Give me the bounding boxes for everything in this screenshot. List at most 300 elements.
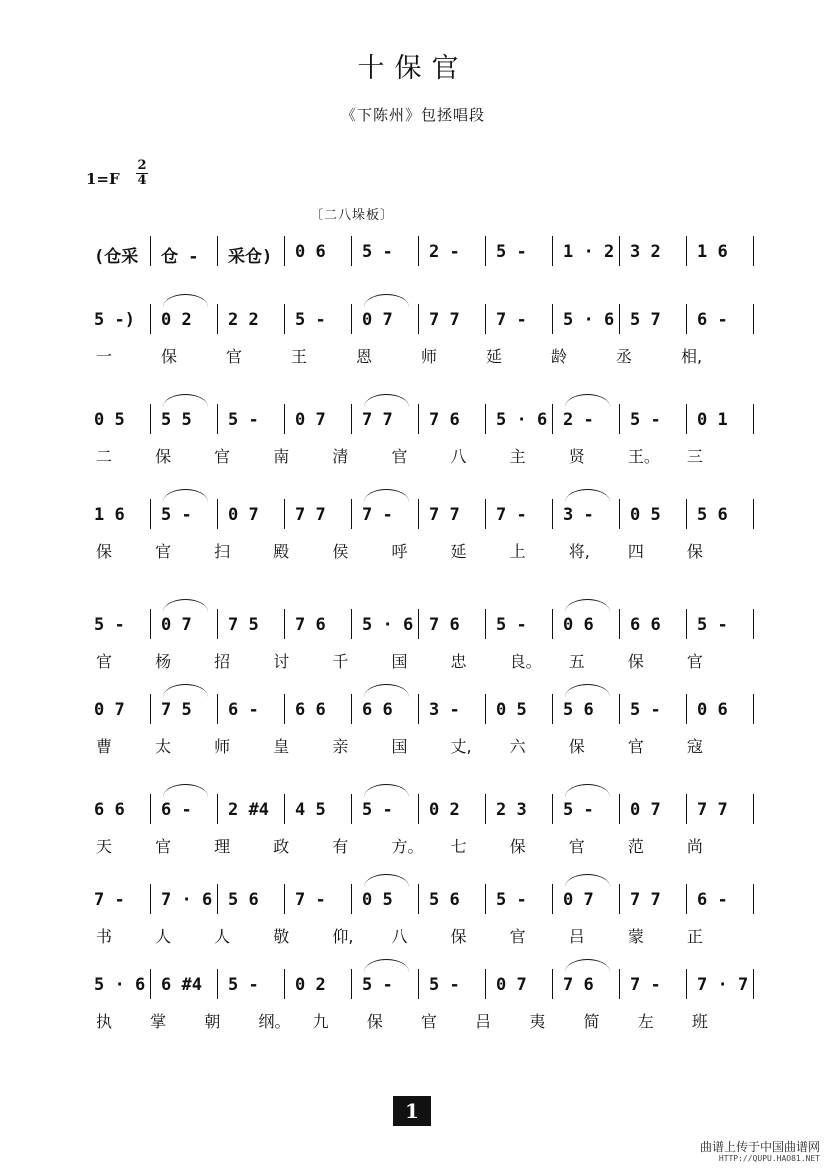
lyric-syllable: 杨 [155, 652, 172, 671]
bar-line [150, 304, 151, 334]
bar-line [686, 304, 687, 334]
note-group: 7 - [496, 505, 527, 525]
lyric-syllable: 丈, [450, 737, 472, 756]
notes-line [86, 400, 756, 440]
bar-line [753, 609, 754, 639]
notes-line [86, 880, 756, 920]
bar-line [485, 884, 486, 914]
bar-line [284, 609, 285, 639]
note-group: 5 - [697, 615, 728, 635]
note-group: 5 - [630, 410, 661, 430]
slur-mark [364, 959, 409, 972]
slur-mark [565, 684, 610, 697]
bar-line [485, 609, 486, 639]
bar-line [284, 884, 285, 914]
lyric-syllable: 简 [583, 1012, 600, 1031]
bar-line [150, 499, 151, 529]
bar-line [552, 969, 553, 999]
lyric-syllable: 师 [421, 347, 438, 366]
note-group: 7 6 [295, 615, 326, 635]
lyric-syllable: 官 [509, 927, 526, 946]
lyric-syllable: 朝 [204, 1012, 221, 1031]
note-group: 仓 - [161, 247, 199, 267]
lyric-syllable: 曹 [96, 737, 113, 756]
note-group: 0 1 [697, 410, 728, 430]
lyric-syllable: 二 [96, 447, 113, 466]
lyric-syllable: 人 [155, 927, 172, 946]
tempo-marking: 〔二八垛板〕 [310, 208, 395, 223]
note-group: (仓采 [94, 247, 139, 267]
lyrics-line [86, 1009, 756, 1033]
bar-line [619, 794, 620, 824]
bar-line [418, 969, 419, 999]
bar-line [217, 969, 218, 999]
lyric-syllable: 正 [686, 927, 703, 946]
note-group: 3 - [429, 700, 460, 720]
slur-mark [163, 489, 208, 502]
lyric-syllable: 八 [391, 927, 408, 946]
lyric-syllable: 官 [568, 837, 585, 856]
note-group: 6 6 [362, 700, 393, 720]
lyric-syllable: 官 [627, 737, 644, 756]
note-group: 5 6 [697, 505, 728, 525]
lyric-syllable: 夷 [529, 1012, 546, 1031]
note-group: 7 6 [429, 615, 460, 635]
bar-line [351, 694, 352, 724]
bar-line [284, 404, 285, 434]
lyric-syllable: 皇 [273, 737, 290, 756]
lyric-syllable: 讨 [273, 652, 290, 671]
note-group: 7 - [94, 890, 125, 910]
note-group: 5 - [496, 242, 527, 262]
lyric-syllable: 保 [686, 542, 703, 561]
bar-line [485, 499, 486, 529]
notes-line [86, 605, 756, 645]
slur-mark [163, 394, 208, 407]
bar-line [753, 694, 754, 724]
lyrics-line [86, 444, 756, 468]
bar-line [418, 694, 419, 724]
bar-line [552, 609, 553, 639]
slur-mark [163, 684, 208, 697]
bar-line [686, 609, 687, 639]
note-group: 5 · 6 [94, 975, 146, 995]
lyric-syllable: 官 [226, 347, 243, 366]
watermark-url: HTTP://QUPU.HAO81.NET [718, 1154, 820, 1163]
bar-line [619, 404, 620, 434]
time-signature-top: 2 [137, 158, 147, 173]
note-group: 5 - [362, 975, 393, 995]
note-group: 2 - [429, 242, 460, 262]
lyric-syllable: 亲 [332, 737, 349, 756]
slur-mark [565, 489, 610, 502]
lyric-syllable: 纲。 [258, 1012, 291, 1031]
note-group: 0 5 [94, 410, 125, 430]
note-group: 5 - [362, 800, 393, 820]
lyric-syllable: 官 [96, 652, 113, 671]
slur-mark [565, 394, 610, 407]
note-group: 0 6 [697, 700, 728, 720]
slur-mark [364, 784, 409, 797]
note-group: 7 - [496, 310, 527, 330]
lyric-syllable: 执 [96, 1012, 113, 1031]
lyric-syllable: 左 [637, 1012, 654, 1031]
bar-line [753, 969, 754, 999]
lyric-syllable: 三 [686, 447, 703, 466]
slur-mark [565, 959, 610, 972]
lyric-syllable: 班 [691, 1012, 708, 1031]
watermark-text: 曲谱上传于中国曲谱网 [699, 1140, 820, 1154]
slur-mark [565, 784, 610, 797]
lyric-syllable: 敬 [273, 927, 290, 946]
lyrics-line [86, 834, 756, 858]
bar-line [552, 499, 553, 529]
note-group: 采仓) [228, 247, 273, 267]
lyric-syllable: 相, [681, 347, 703, 366]
note-group: 0 6 [295, 242, 326, 262]
slur-mark [364, 874, 409, 887]
note-group: 0 7 [94, 700, 125, 720]
notes-line [86, 495, 756, 535]
note-group: 7 - [630, 975, 661, 995]
lyric-syllable: 王。 [627, 447, 660, 466]
bar-line [485, 794, 486, 824]
key-signature: 1=F [86, 170, 120, 188]
bar-line [619, 609, 620, 639]
bar-line [351, 969, 352, 999]
lyric-syllable: 国 [391, 737, 408, 756]
time-signature [136, 160, 148, 187]
note-group: 5 · 6 [496, 410, 548, 430]
note-group: 0 7 [161, 615, 192, 635]
note-group: 5 - [94, 615, 125, 635]
lyric-syllable: 呼 [391, 542, 408, 561]
lyric-syllable: 有 [332, 837, 349, 856]
bar-line [217, 609, 218, 639]
note-group: 0 7 [496, 975, 527, 995]
note-group: 5 - [228, 410, 259, 430]
lyric-syllable: 八 [450, 447, 467, 466]
note-group: 5 6 [563, 700, 594, 720]
lyrics-line [86, 344, 756, 368]
note-group: 7 · 7 [697, 975, 749, 995]
slur-mark [364, 684, 409, 697]
bar-line [686, 794, 687, 824]
subtitle: 《下陈州》包拯唱段 [340, 106, 485, 124]
note-group: 0 5 [630, 505, 661, 525]
bar-line [552, 404, 553, 434]
note-group: 5 - [630, 700, 661, 720]
note-group: 5 - [429, 975, 460, 995]
lyric-syllable: 主 [509, 447, 526, 466]
lyric-syllable: 龄 [551, 347, 568, 366]
bar-line [418, 884, 419, 914]
lyric-syllable: 扫 [214, 542, 231, 561]
note-group: 4 5 [295, 800, 326, 820]
note-group: 7 7 [362, 410, 393, 430]
slur-mark [364, 394, 409, 407]
lyric-syllable: 仰, [332, 927, 354, 946]
note-group: 0 5 [362, 890, 393, 910]
note-group: 5 - [496, 615, 527, 635]
lyric-syllable: 范 [627, 837, 644, 856]
bar-line [418, 404, 419, 434]
bar-line [418, 609, 419, 639]
bar-line [686, 499, 687, 529]
bar-line [619, 884, 620, 914]
bar-line [217, 694, 218, 724]
lyric-syllable: 一 [96, 347, 113, 366]
bar-line [485, 236, 486, 266]
slur-mark [163, 599, 208, 612]
bar-line [418, 499, 419, 529]
notes-line [86, 690, 756, 730]
bar-line [284, 794, 285, 824]
notes-line [86, 300, 756, 340]
lyric-syllable: 国 [391, 652, 408, 671]
bar-line [418, 236, 419, 266]
slur-mark [364, 489, 409, 502]
note-group: 6 6 [295, 700, 326, 720]
lyric-syllable: 招 [214, 652, 231, 671]
lyric-syllable: 清 [332, 447, 349, 466]
notes-line [86, 790, 756, 830]
note-group: 0 7 [563, 890, 594, 910]
note-group: 2 2 [228, 310, 259, 330]
bar-line [552, 884, 553, 914]
note-group: 3 - [563, 505, 594, 525]
bar-line [686, 404, 687, 434]
note-group: 5 -) [94, 310, 135, 330]
note-group: 5 - [161, 505, 192, 525]
lyric-syllable: 官 [391, 447, 408, 466]
bar-line [619, 236, 620, 266]
bar-line [753, 499, 754, 529]
note-group: 1 6 [94, 505, 125, 525]
lyric-syllable: 蒙 [627, 927, 644, 946]
bar-line [284, 499, 285, 529]
lyric-syllable: 太 [155, 737, 172, 756]
note-group: 0 2 [161, 310, 192, 330]
lyric-syllable: 侯 [332, 542, 349, 561]
bar-line [753, 304, 754, 334]
lyric-syllable: 保 [366, 1012, 383, 1031]
lyric-syllable: 七 [450, 837, 467, 856]
bar-line [150, 609, 151, 639]
note-group: 5 5 [161, 410, 192, 430]
bar-line [753, 404, 754, 434]
note-group: 6 - [161, 800, 192, 820]
note-group: 5 7 [630, 310, 661, 330]
bar-line [485, 304, 486, 334]
note-group: 7 7 [295, 505, 326, 525]
lyric-syllable: 忠 [450, 652, 467, 671]
lyric-syllable: 恩 [356, 347, 373, 366]
bar-line [351, 404, 352, 434]
note-group: 5 · 6 [563, 310, 615, 330]
lyric-syllable: 官 [421, 1012, 438, 1031]
bar-line [619, 694, 620, 724]
notes-line [86, 232, 756, 272]
bar-line [619, 969, 620, 999]
lyric-syllable: 将, [568, 542, 590, 561]
note-group: 5 6 [429, 890, 460, 910]
bar-line [217, 404, 218, 434]
slur-mark [163, 784, 208, 797]
lyric-syllable: 贤 [568, 447, 585, 466]
note-group: 5 - [496, 890, 527, 910]
bar-line [150, 404, 151, 434]
note-group: 7 6 [563, 975, 594, 995]
bar-line [284, 236, 285, 266]
bar-line [753, 236, 754, 266]
lyric-syllable: 保 [509, 837, 526, 856]
lyric-syllable: 人 [214, 927, 231, 946]
bar-line [217, 304, 218, 334]
note-group: 7 - [362, 505, 393, 525]
note-group: 5 · 6 [362, 615, 414, 635]
lyric-syllable: 殿 [273, 542, 290, 561]
page-title: 十保官 [357, 53, 469, 84]
bar-line [552, 304, 553, 334]
bar-line [351, 794, 352, 824]
bar-line [552, 794, 553, 824]
note-group: 0 7 [630, 800, 661, 820]
bar-line [150, 884, 151, 914]
note-group: 7 5 [161, 700, 192, 720]
slur-mark [565, 874, 610, 887]
lyric-syllable: 理 [214, 837, 231, 856]
lyric-syllable: 掌 [150, 1012, 167, 1031]
bar-line [351, 304, 352, 334]
bar-line [686, 969, 687, 999]
note-group: 7 7 [697, 800, 728, 820]
note-group: 7 7 [630, 890, 661, 910]
lyric-syllable: 王 [291, 347, 308, 366]
lyric-syllable: 上 [509, 542, 526, 561]
lyric-syllable: 良。 [509, 652, 542, 671]
bar-line [150, 694, 151, 724]
note-group: 3 2 [630, 242, 661, 262]
lyric-syllable: 保 [450, 927, 467, 946]
lyric-syllable: 吕 [568, 927, 585, 946]
bar-line [150, 794, 151, 824]
lyric-syllable: 政 [273, 837, 290, 856]
lyric-syllable: 师 [214, 737, 231, 756]
note-group: 2 - [563, 410, 594, 430]
note-group: 5 6 [228, 890, 259, 910]
note-group: 7 7 [429, 310, 460, 330]
lyric-syllable: 保 [568, 737, 585, 756]
bar-line [351, 609, 352, 639]
lyric-syllable: 四 [627, 542, 644, 561]
bar-line [686, 236, 687, 266]
lyric-syllable: 延 [450, 542, 467, 561]
note-group: 6 6 [94, 800, 125, 820]
bar-line [686, 694, 687, 724]
bar-line [619, 499, 620, 529]
note-group: 1 6 [697, 242, 728, 262]
bar-line [753, 794, 754, 824]
bar-line [418, 794, 419, 824]
lyric-syllable: 六 [509, 737, 526, 756]
note-group: 0 7 [228, 505, 259, 525]
lyric-syllable: 吕 [475, 1012, 492, 1031]
bar-line [284, 969, 285, 999]
note-group: 6 #4 [161, 975, 202, 995]
note-group: 6 6 [630, 615, 661, 635]
bar-line [284, 694, 285, 724]
note-group: 2 #4 [228, 800, 269, 820]
bar-line [485, 969, 486, 999]
lyric-syllable: 南 [273, 447, 290, 466]
note-group: 1 · 2 [563, 242, 615, 262]
lyric-syllable: 千 [332, 652, 349, 671]
lyric-syllable: 延 [486, 347, 503, 366]
lyric-syllable: 五 [568, 652, 585, 671]
lyrics-line [86, 649, 756, 673]
time-signature-bottom: 4 [137, 173, 147, 188]
bar-line [284, 304, 285, 334]
note-group: 0 2 [429, 800, 460, 820]
lyric-syllable: 保 [96, 542, 113, 561]
lyrics-line [86, 734, 756, 758]
note-group: 0 7 [295, 410, 326, 430]
lyric-syllable: 尚 [686, 837, 703, 856]
lyric-syllable: 官 [686, 652, 703, 671]
bar-line [485, 694, 486, 724]
note-group: 5 - [295, 310, 326, 330]
note-group: 2 3 [496, 800, 527, 820]
lyric-syllable: 保 [627, 652, 644, 671]
bar-line [150, 969, 151, 999]
note-group: 0 6 [563, 615, 594, 635]
note-group: 7 6 [429, 410, 460, 430]
bar-line [753, 884, 754, 914]
bar-line [351, 499, 352, 529]
bar-line [217, 884, 218, 914]
bar-line [217, 499, 218, 529]
lyric-syllable: 寇 [686, 737, 703, 756]
lyric-syllable: 保 [161, 347, 178, 366]
note-group: 6 - [697, 890, 728, 910]
page-number: 1 [393, 1096, 431, 1126]
bar-line [217, 236, 218, 266]
note-group: 7 · 6 [161, 890, 213, 910]
lyric-syllable: 天 [96, 837, 113, 856]
bar-line [150, 236, 151, 266]
notes-line [86, 965, 756, 1005]
note-group: 5 - [362, 242, 393, 262]
lyric-syllable: 保 [155, 447, 172, 466]
note-group: 0 2 [295, 975, 326, 995]
bar-line [351, 884, 352, 914]
lyric-syllable: 方。 [391, 837, 424, 856]
lyric-syllable: 九 [312, 1012, 329, 1031]
lyric-syllable: 书 [96, 927, 113, 946]
bar-line [619, 304, 620, 334]
note-group: 7 7 [429, 505, 460, 525]
lyrics-line [86, 924, 756, 948]
lyrics-line [86, 539, 756, 563]
bar-line [351, 236, 352, 266]
lyric-syllable: 官 [155, 837, 172, 856]
lyric-syllable: 丞 [616, 347, 633, 366]
note-group: 6 - [228, 700, 259, 720]
bar-line [485, 404, 486, 434]
bar-line [552, 694, 553, 724]
lyric-syllable: 官 [155, 542, 172, 561]
